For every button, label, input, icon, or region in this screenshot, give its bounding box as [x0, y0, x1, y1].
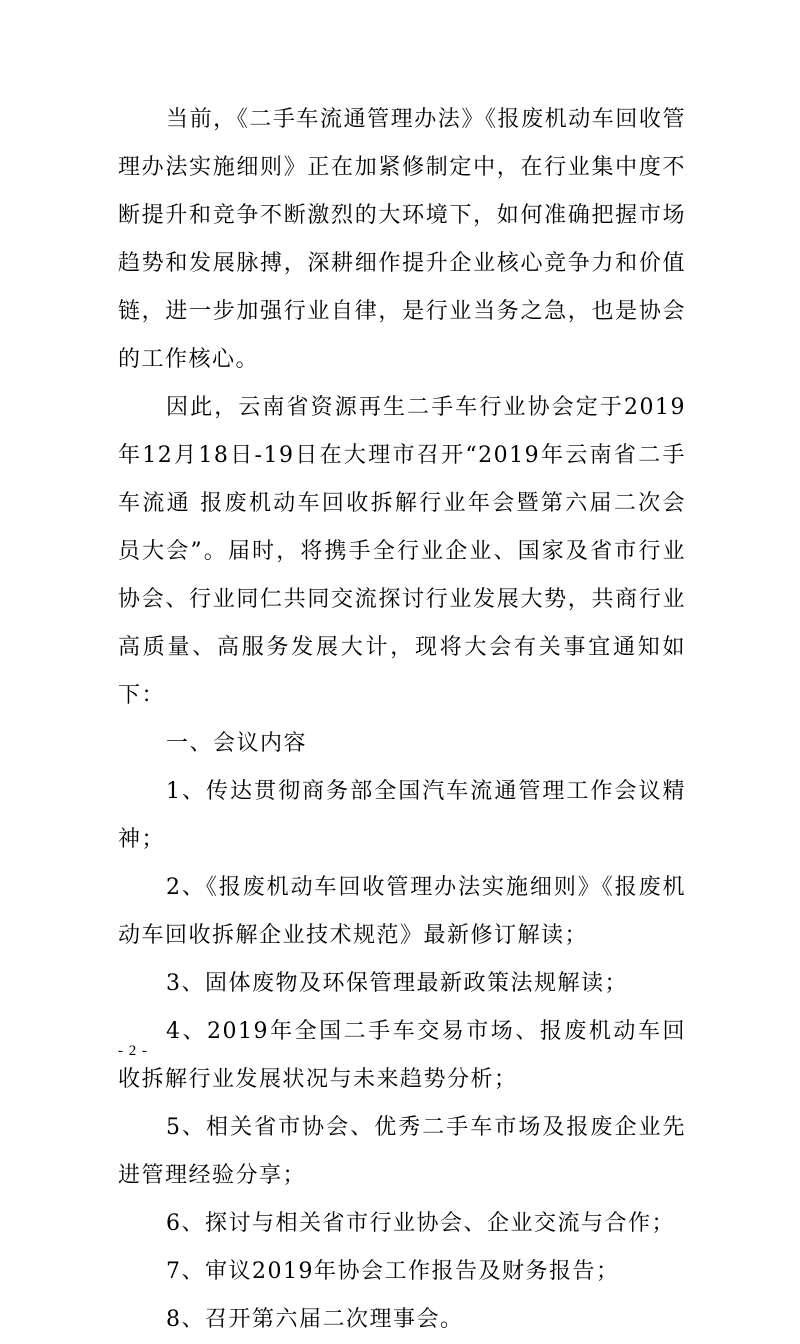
paragraph-meeting-notice: 因此，云南省资源再生二手车行业协会定于2019年12月18日-19日在大理市召开“2019年云南省二手车流通 报废机动车回收拆解行业年会暨第六届二次会员大会”。届时，将携手全行业企业、国家及省市行业协会、行业同仁共同交流探讨行业发展大势，共商行业高质量、高服务发展大计，现将大会有关事宜通知如下：: [118, 395, 686, 708]
list-item: 5、相关省市协会、优秀二手车市场及报废企业先进管理经验分享；: [118, 1115, 686, 1188]
list-item: 4、2019年全国二手车交易市场、报废机动车回收拆解行业发展状况与未来趋势分析；: [118, 1019, 686, 1092]
list-item: 2、《报废机动车回收管理办法实施细则》《报废机动车回收拆解企业技术规范》最新修订解读；: [118, 875, 686, 948]
list-item: 6、探讨与相关省市行业协会、企业交流与合作；: [166, 1211, 675, 1236]
paragraph-current-situation: 当前，《二手车流通管理办法》《报废机动车回收管理办法实施细则》正在加紧修制定中，在行业集中度不断提升和竞争不断激烈的大环境下，如何准确把握市场趋势和发展脉搏，深耕细作提升企业核心竞争力和价值链，进一步加强行业自律，是行业当务之急，也是协会的工作核心。: [118, 107, 686, 372]
section-heading-meeting-content: 一、会议内容: [166, 731, 308, 756]
list-item: 3、固体废物及环保管理最新政策法规解读；: [166, 971, 628, 996]
list-item: 7、审议2019年协会工作报告及财务报告；: [166, 1259, 620, 1284]
list-item: 8、召开第六届二次理事会。: [166, 1307, 464, 1332]
document-body: [118, 96, 686, 1344]
list-item: 1、传达贯彻商务部全国汽车流通管理工作会议精神；: [118, 779, 686, 852]
page-number: - 2 -: [118, 1043, 148, 1059]
